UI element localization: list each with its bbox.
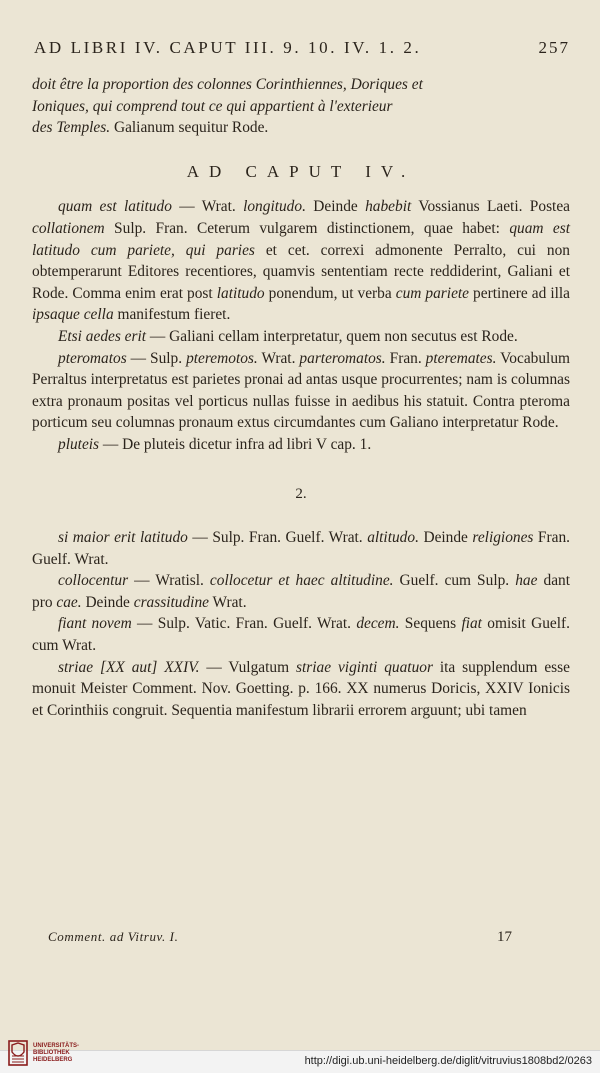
text: — Sulp. Fran. Guelf. Wrat. (187, 529, 368, 547)
text: Guelf. cum Sulp. (393, 572, 516, 590)
text: manifestum fieret. (113, 306, 231, 324)
text: — De pluteis dicetur infra ad libri V cap. 1. (99, 435, 372, 453)
text: — Sulp. (126, 349, 187, 367)
gathering-number: 17 (497, 929, 512, 945)
body-text (32, 74, 570, 721)
text: Vossianus Laeti. Postea (411, 198, 570, 216)
text: Wrat. (257, 349, 300, 367)
lemma: fiant novem (58, 615, 132, 633)
text-italic: pteremates. (425, 349, 497, 367)
text: — Galiani cellam interpretatur, quem non secutus est Rode. (146, 327, 518, 345)
text: — Wratisl. (128, 572, 210, 590)
text: Deinde (81, 593, 134, 611)
paragraph-quam-est-latitudo (32, 196, 570, 326)
text: Vocabulum Perraltus interpretatus est parietes pronai ad antas usque procurrentes; nam is columnas extra pronaum positas vel porticus nullas fuisse in aedibus his statuit. Contra pteroma porticum seu columnas pronaum extus circumdantes cum Galiano interpretatur Rode. (32, 349, 570, 432)
section-number: 2. (295, 485, 307, 502)
text: et cet. correxi admonente Perralto, cui non obtemperarunt Editores recentiores, quamvis sententiam recte reddiderint, Galiani et Rode. Comma enim erat post (32, 241, 570, 302)
signature-line (48, 929, 512, 946)
signature-mark: Comment. ad Vitruv. I. (48, 929, 179, 944)
text: Sequens (399, 615, 462, 633)
lemma: quam est latitudo (58, 198, 172, 216)
library-name-line-1: UNIVERSITÄTS- (33, 1042, 80, 1049)
library-name (33, 1043, 79, 1064)
intro-line-3-italic: des Temples. (32, 119, 111, 137)
lemma: Etsi aedes erit (58, 327, 147, 345)
text: — Wrat. (171, 198, 244, 216)
text-italic: cum pariete (395, 284, 470, 302)
section-heading: AD CAPUT IV. (186, 161, 416, 181)
paragraph-pluteis (32, 434, 570, 456)
text: dant pro (32, 572, 570, 611)
library-logo[interactable] (8, 1036, 118, 1070)
paragraph-collocentur (32, 570, 570, 613)
text: ita supplendum esse monuit Meister Comment. Nov. Goetting. p. 166. XX numerus Doricis, XXIV Ionicis et Corinthiis congruit. Sequentia manifestum librarii errorem arguunt; ubi tamen (32, 658, 570, 719)
text-italic: collocetur et haec altitudine. (209, 572, 394, 590)
running-head (34, 38, 570, 58)
text: Deinde (418, 529, 473, 547)
university-seal-icon (8, 1040, 28, 1066)
running-head-title: AD LIBRI IV. CAPUT III. 9. 10. IV. 1. 2. (34, 38, 422, 57)
intro-line-1: doit être la proportion des colonnes Corinthiennes, Doriques et (32, 76, 423, 93)
lemma: si maior erit latitudo (58, 529, 188, 547)
lemma: collocentur (58, 572, 129, 590)
lemma: pteromatos (58, 349, 127, 367)
text-italic: collationem (32, 219, 105, 237)
intro-paragraph (32, 74, 570, 139)
text: Fran. (385, 349, 426, 367)
text-italic: fiat (461, 615, 482, 633)
lemma: striae [XX aut] XXIV. (58, 658, 200, 676)
text-italic: cae. (56, 593, 82, 611)
paragraph-fiant-novem (32, 613, 570, 656)
paragraph-etsi-aedes (32, 326, 570, 348)
text-italic: longitudo. (243, 198, 306, 216)
text: omisit Guelf. cum Wrat. (32, 615, 570, 655)
text: Wrat. (208, 593, 247, 611)
paragraph-pteromatos (32, 348, 570, 434)
text-italic: ipsaque cella (32, 306, 114, 324)
paragraph-striae (32, 657, 570, 722)
text-italic: pteremotos. (186, 349, 258, 367)
lemma: pluteis (58, 435, 100, 453)
text: — Vulgatum (199, 658, 296, 676)
intro-line-2: Ioniques, qui comprend tout ce qui appartient à l'exterieur (32, 97, 393, 115)
permalink-url[interactable]: http://digi.ub.uni-heidelberg.de/diglit/vitruvius1808bd2/0263 (304, 1055, 592, 1067)
text-italic: crassitudine (133, 593, 209, 611)
paragraph-si-maior (32, 527, 570, 570)
text-italic: quam est latitudo cum pariete, qui paries (32, 219, 570, 259)
text-italic: habebit (365, 198, 412, 216)
library-name-line-3: HEIDELBERG (33, 1056, 73, 1063)
text-italic: decem. (356, 615, 400, 633)
text: Deinde (305, 198, 366, 216)
intro-line-3-rest: Galianum sequitur Rode. (110, 119, 269, 137)
text-italic: parteromatos. (299, 349, 386, 367)
library-name-line-2: BIBLIOTHEK (33, 1049, 70, 1056)
text: Sulp. Fran. Ceterum vulgarem distinctionem, quae habet: (104, 219, 510, 237)
page-number: 257 (538, 38, 570, 57)
text: pertinere ad illa (469, 284, 570, 302)
text: ponendum, ut verba (264, 284, 396, 302)
text-italic: altitudo. (367, 529, 419, 547)
text-italic: religiones (472, 529, 534, 547)
text-italic: hae (515, 572, 538, 590)
text-italic: latitudo (216, 284, 265, 302)
text: Fran. Guelf. Wrat. (32, 529, 570, 568)
text: — Sulp. Vatic. Fran. Guelf. Wrat. (131, 615, 357, 633)
text-italic: striae viginti quatuor (295, 658, 433, 676)
